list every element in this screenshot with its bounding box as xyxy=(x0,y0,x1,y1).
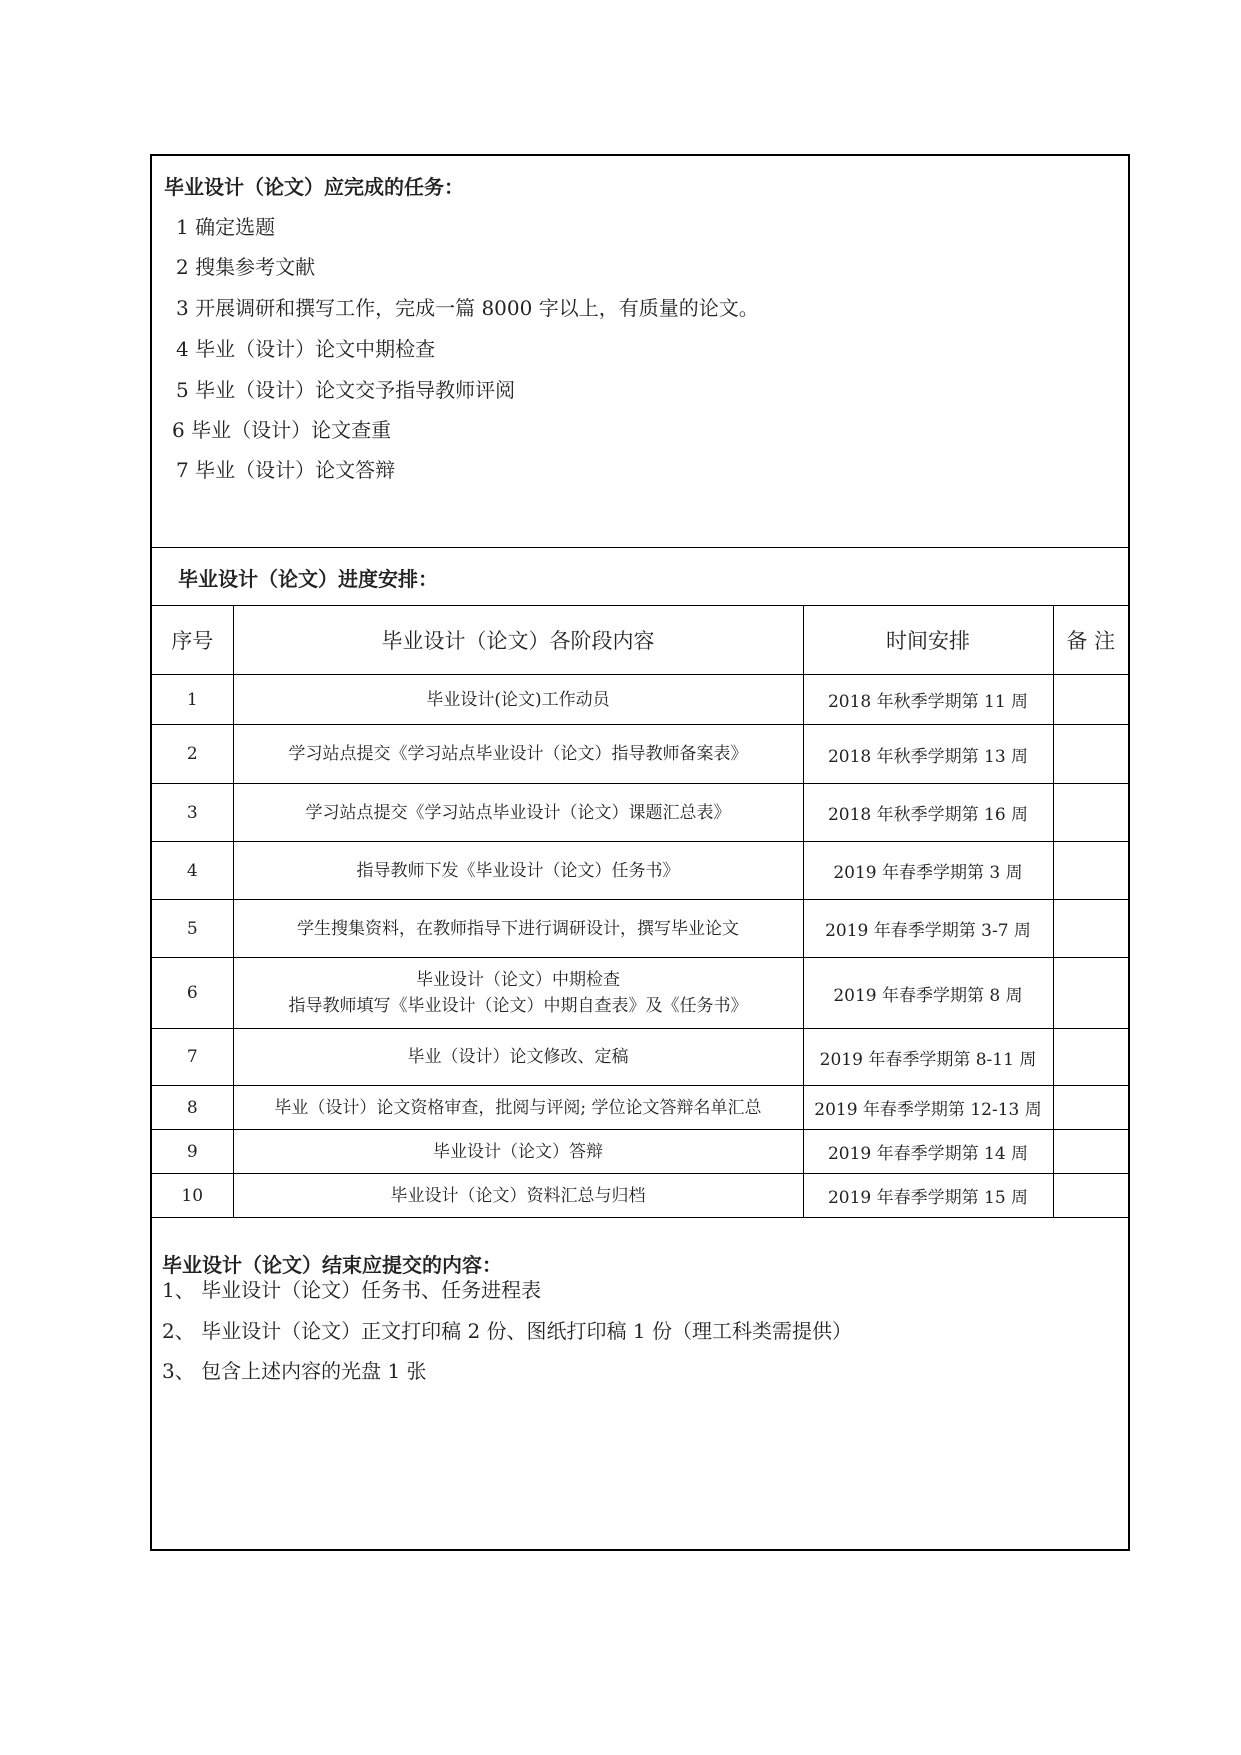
header-no: 序号 xyxy=(152,605,233,675)
submit-item: 1、 毕业设计（论文）任务书、任务进程表 xyxy=(162,1278,542,1302)
row-note xyxy=(1053,784,1128,842)
row-time: 2019 年春季学期第 8 周 xyxy=(803,958,1053,1029)
row-time: 2018 年秋季学期第 13 周 xyxy=(803,725,1053,784)
row-no: 1 xyxy=(152,675,233,725)
row-content xyxy=(233,725,803,784)
row-time: 2019 年春季学期第 14 周 xyxy=(803,1130,1053,1174)
stage-line: 学习站点提交《学习站点毕业设计（论文）指导教师备案表》 xyxy=(288,744,748,764)
row-no: 5 xyxy=(152,900,233,958)
task-item: 6 毕业（设计）论文查重 xyxy=(172,418,392,442)
stage-line: 指导教师填写《毕业设计（论文）中期自查表》及《任务书》 xyxy=(288,996,748,1016)
stage-line: 毕业设计(论文)工作动员 xyxy=(426,689,610,710)
row-content xyxy=(233,1174,803,1218)
row-content xyxy=(233,1029,803,1086)
row-time: 2018 年秋季学期第 11 周 xyxy=(803,675,1053,725)
stage-line: 学生搜集资料，在教师指导下进行调研设计，撰写毕业论文 xyxy=(297,918,739,939)
row-note xyxy=(1053,958,1128,1029)
row-content xyxy=(233,842,803,900)
task-item: 1 确定选题 xyxy=(176,215,276,239)
schedule-table xyxy=(152,605,1128,1218)
row-content xyxy=(233,958,803,1029)
row-time: 2019 年春季学期第 3-7 周 xyxy=(803,900,1053,958)
row-no: 8 xyxy=(152,1086,233,1130)
row-content xyxy=(233,1130,803,1174)
row-content xyxy=(233,675,803,725)
row-note xyxy=(1053,842,1128,900)
table-row xyxy=(152,958,1128,1029)
stage-line: 毕业设计（论文）答辩 xyxy=(433,1141,603,1162)
row-content xyxy=(233,900,803,958)
row-no: 4 xyxy=(152,842,233,900)
table-row xyxy=(152,1029,1128,1086)
task-item: 4 毕业（设计）论文中期检查 xyxy=(176,337,436,361)
row-note xyxy=(1053,725,1128,784)
stage-line: 毕业（设计）论文修改、定稿 xyxy=(407,1047,629,1067)
row-content xyxy=(233,1086,803,1130)
row-time: 2019 年春季学期第 8-11 周 xyxy=(803,1029,1053,1086)
row-note xyxy=(1053,1130,1128,1174)
table-row xyxy=(152,784,1128,842)
table-row xyxy=(152,675,1128,725)
row-no: 6 xyxy=(152,958,233,1029)
stage-line: 毕业设计（论文）资料汇总与归档 xyxy=(390,1185,646,1206)
table-header-row xyxy=(152,605,1128,675)
header-time: 时间安排 xyxy=(803,605,1053,675)
submit-item: 2、 毕业设计（论文）正文打印稿 2 份、图纸打印稿 1 份（理工科类需提供） xyxy=(162,1319,852,1343)
task-item: 7 毕业（设计）论文答辩 xyxy=(176,458,396,482)
tasks-section xyxy=(152,156,1128,548)
row-time: 2019 年春季学期第 3 周 xyxy=(803,842,1053,900)
row-no: 7 xyxy=(152,1029,233,1086)
stage-line: 学习站点提交《学习站点毕业设计（论文）课题汇总表》 xyxy=(305,802,731,823)
table-row xyxy=(152,725,1128,784)
stage-line: 毕业设计（论文）中期检查 xyxy=(416,970,620,990)
row-note xyxy=(1053,1029,1128,1086)
row-time: 2019 年春季学期第 12-13 周 xyxy=(803,1086,1053,1130)
table-row xyxy=(152,1130,1128,1174)
row-no: 3 xyxy=(152,784,233,842)
table-row xyxy=(152,1174,1128,1218)
progress-title: 毕业设计（论文）进度安排： xyxy=(178,567,438,591)
task-item: 5 毕业（设计）论文交予指导教师评阅 xyxy=(176,378,516,402)
stage-line: 毕业（设计）论文资格审查，批阅与评阅; 学位论文答辩名单汇总 xyxy=(274,1097,762,1118)
task-form xyxy=(150,154,1130,1551)
row-time: 2018 年秋季学期第 16 周 xyxy=(803,784,1053,842)
table-row xyxy=(152,900,1128,958)
row-no: 9 xyxy=(152,1130,233,1174)
header-note: 备 注 xyxy=(1053,605,1128,675)
task-item: 2 搜集参考文献 xyxy=(176,255,316,279)
task-item: 3 开展调研和撰写工作，完成一篇 8000 字以上，有质量的论文。 xyxy=(176,296,759,320)
row-no: 2 xyxy=(152,725,233,784)
row-note xyxy=(1053,1174,1128,1218)
progress-section xyxy=(152,547,1128,606)
row-time: 2019 年春季学期第 15 周 xyxy=(803,1174,1053,1218)
row-no: 10 xyxy=(152,1174,233,1218)
table-row xyxy=(152,842,1128,900)
submit-item: 3、 包含上述内容的光盘 1 张 xyxy=(162,1359,427,1383)
row-note xyxy=(1053,900,1128,958)
tasks-title: 毕业设计（论文）应完成的任务： xyxy=(164,175,464,199)
row-note xyxy=(1053,1086,1128,1130)
table-row xyxy=(152,1086,1128,1130)
row-content xyxy=(233,784,803,842)
submit-title: 毕业设计（论文）结束应提交的内容： xyxy=(162,1253,502,1277)
header-content: 毕业设计（论文）各阶段内容 xyxy=(233,605,803,675)
stage-line: 指导教师下发《毕业设计（论文）任务书》 xyxy=(356,860,680,881)
row-note xyxy=(1053,675,1128,725)
